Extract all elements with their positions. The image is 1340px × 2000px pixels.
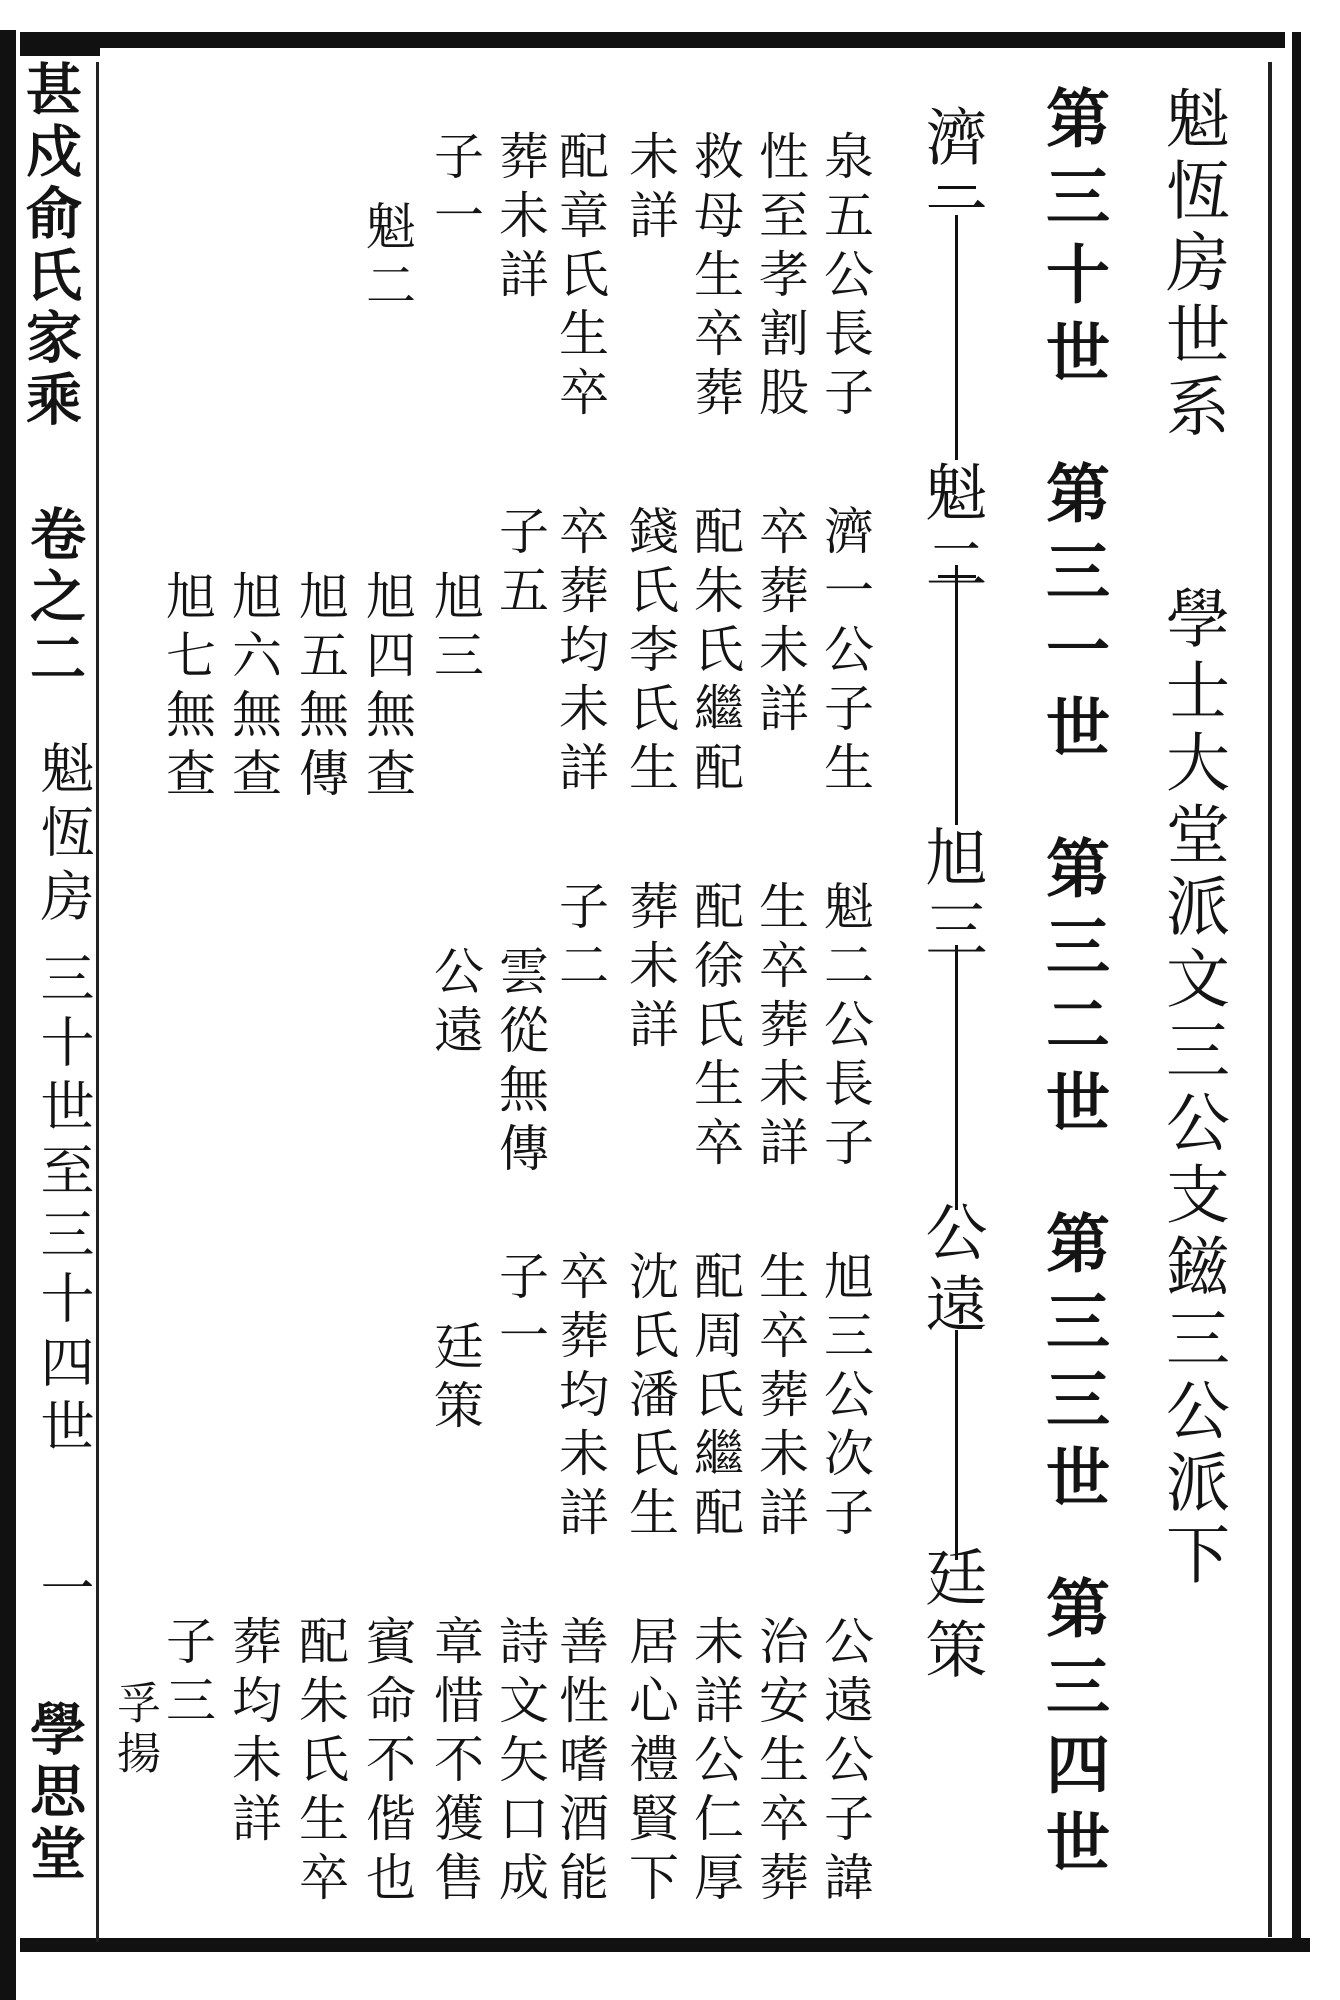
kui-er-son-name: 旭六無查 [224, 570, 282, 806]
frame-right-inner-rule [1268, 62, 1272, 1937]
kui-er-son-name: 旭四無查 [358, 570, 416, 806]
ting-ce-bio-line: 公遠公子諱 [816, 1615, 874, 1910]
ting-ce-bio-line: 章惜不獲售 [426, 1615, 484, 1910]
page-subtitle: 學士大堂派文三公支鎡三公派下 [1155, 585, 1229, 1593]
gong-yuan-bio-line: 配周氏繼配 [686, 1250, 744, 1545]
lineage-line [955, 215, 958, 460]
xu-san-son-name: 公遠 [426, 945, 484, 1063]
kui-er-sons-count: 子五 [491, 505, 549, 623]
kui-er-bio-line: 配朱氏繼配 [686, 505, 744, 800]
frame-top-border [20, 32, 1285, 48]
ting-ce-bio-line: 賓命不偕也 [358, 1615, 416, 1910]
lineage-line [955, 1330, 958, 1560]
chart-name-ting-ce: 廷策 [915, 1545, 988, 1689]
kui-er-bio-line: 卒葬未詳 [751, 505, 809, 741]
generation-34: 第三四世 [1035, 1575, 1110, 1887]
kui-er-bio-line: 卒葬均未詳 [551, 505, 609, 800]
frame-left-border [0, 30, 16, 2000]
chart-name-gong-yuan: 公遠 [915, 1200, 988, 1344]
gong-yuan-sons-count: 子一 [491, 1250, 549, 1368]
generation-31: 第三一世 [1035, 460, 1110, 772]
gong-yuan-bio-line: 卒葬均未詳 [551, 1250, 609, 1545]
generation-32: 第三二世 [1035, 835, 1110, 1147]
ting-ce-bio-line: 詩文矢口成 [491, 1615, 549, 1910]
ji-yi-sons-count: 子一 [426, 130, 484, 248]
ji-yi-bio-line: 泉五公長子 [816, 130, 874, 425]
spine-page-number: 一 [32, 1560, 95, 1614]
xu-san-sons-count: 子二 [551, 880, 609, 998]
chart-name-xu-san: 旭三 [915, 825, 988, 969]
page-title: 魁恆房世系 [1155, 85, 1229, 445]
kui-er-son-name: 旭三 [426, 570, 484, 688]
xu-san-bio-line: 魁二公長子 [816, 880, 874, 1175]
lineage-line [955, 565, 958, 825]
lineage-line [955, 945, 958, 1210]
gong-yuan-bio-line: 沈氏潘氏生 [621, 1250, 679, 1545]
ting-ce-bio-line: 葬均未詳 [224, 1615, 282, 1851]
ting-ce-bio-line: 居心禮賢下 [621, 1615, 679, 1910]
frame-bottom-border [20, 1938, 1310, 1952]
frame-right-border [1292, 32, 1301, 1952]
ting-ce-bio-line: 善性嗜酒能 [551, 1615, 609, 1910]
xu-san-bio-line: 配徐氏生卒 [686, 880, 744, 1175]
ji-yi-bio-line: 救母生卒葬 [686, 130, 744, 425]
ji-yi-son-name: 魁二 [358, 200, 416, 318]
spine-book-title: 甚戍俞氏家乘 [17, 60, 83, 432]
spine-volume: 卷之二 [21, 505, 87, 691]
ting-ce-sons-count: 子三 [158, 1615, 216, 1733]
xu-san-son-name: 雲從無傳 [491, 945, 549, 1181]
ting-ce-son-name: 孚揚 [109, 1680, 160, 1780]
spine-branch: 魁恆房 [32, 740, 95, 932]
spine-hall-name: 學思堂 [21, 1700, 87, 1886]
generation-30: 第三十世 [1035, 85, 1110, 397]
kui-er-son-name: 旭五無傳 [291, 570, 349, 806]
ting-ce-bio-line: 配朱氏生卒 [291, 1615, 349, 1910]
ting-ce-bio-line: 未詳公仁厚 [686, 1615, 744, 1910]
xu-san-bio-line: 生卒葬未詳 [751, 880, 809, 1175]
ji-yi-bio-line: 配章氏生卒 [551, 130, 609, 425]
spine-top-bar [20, 46, 100, 56]
kui-er-bio-line: 濟一公子生 [816, 505, 874, 800]
xu-san-bio-line: 葬未詳 [621, 880, 679, 1057]
ji-yi-bio-line: 未詳 [621, 130, 679, 248]
ting-ce-bio-line: 治安生卒葬 [751, 1615, 809, 1910]
generation-33: 第三三世 [1035, 1210, 1110, 1522]
spine-rule [96, 62, 99, 1942]
chart-name-ji-yi: 濟一 [915, 105, 988, 249]
ji-yi-bio-line: 性至孝割股 [751, 130, 809, 425]
chart-name-kui-er: 魁二 [915, 460, 988, 604]
gong-yuan-bio-line: 生卒葬未詳 [751, 1250, 809, 1545]
gong-yuan-bio-line: 旭三公次子 [816, 1250, 874, 1545]
gong-yuan-son-name: 廷策 [426, 1320, 484, 1438]
ji-yi-bio-line: 葬未詳 [491, 130, 549, 307]
spine-generation-range: 三十世至三十四世 [32, 950, 95, 1462]
kui-er-son-name: 旭七無查 [158, 570, 216, 806]
kui-er-bio-line: 錢氏李氏生 [621, 505, 679, 800]
